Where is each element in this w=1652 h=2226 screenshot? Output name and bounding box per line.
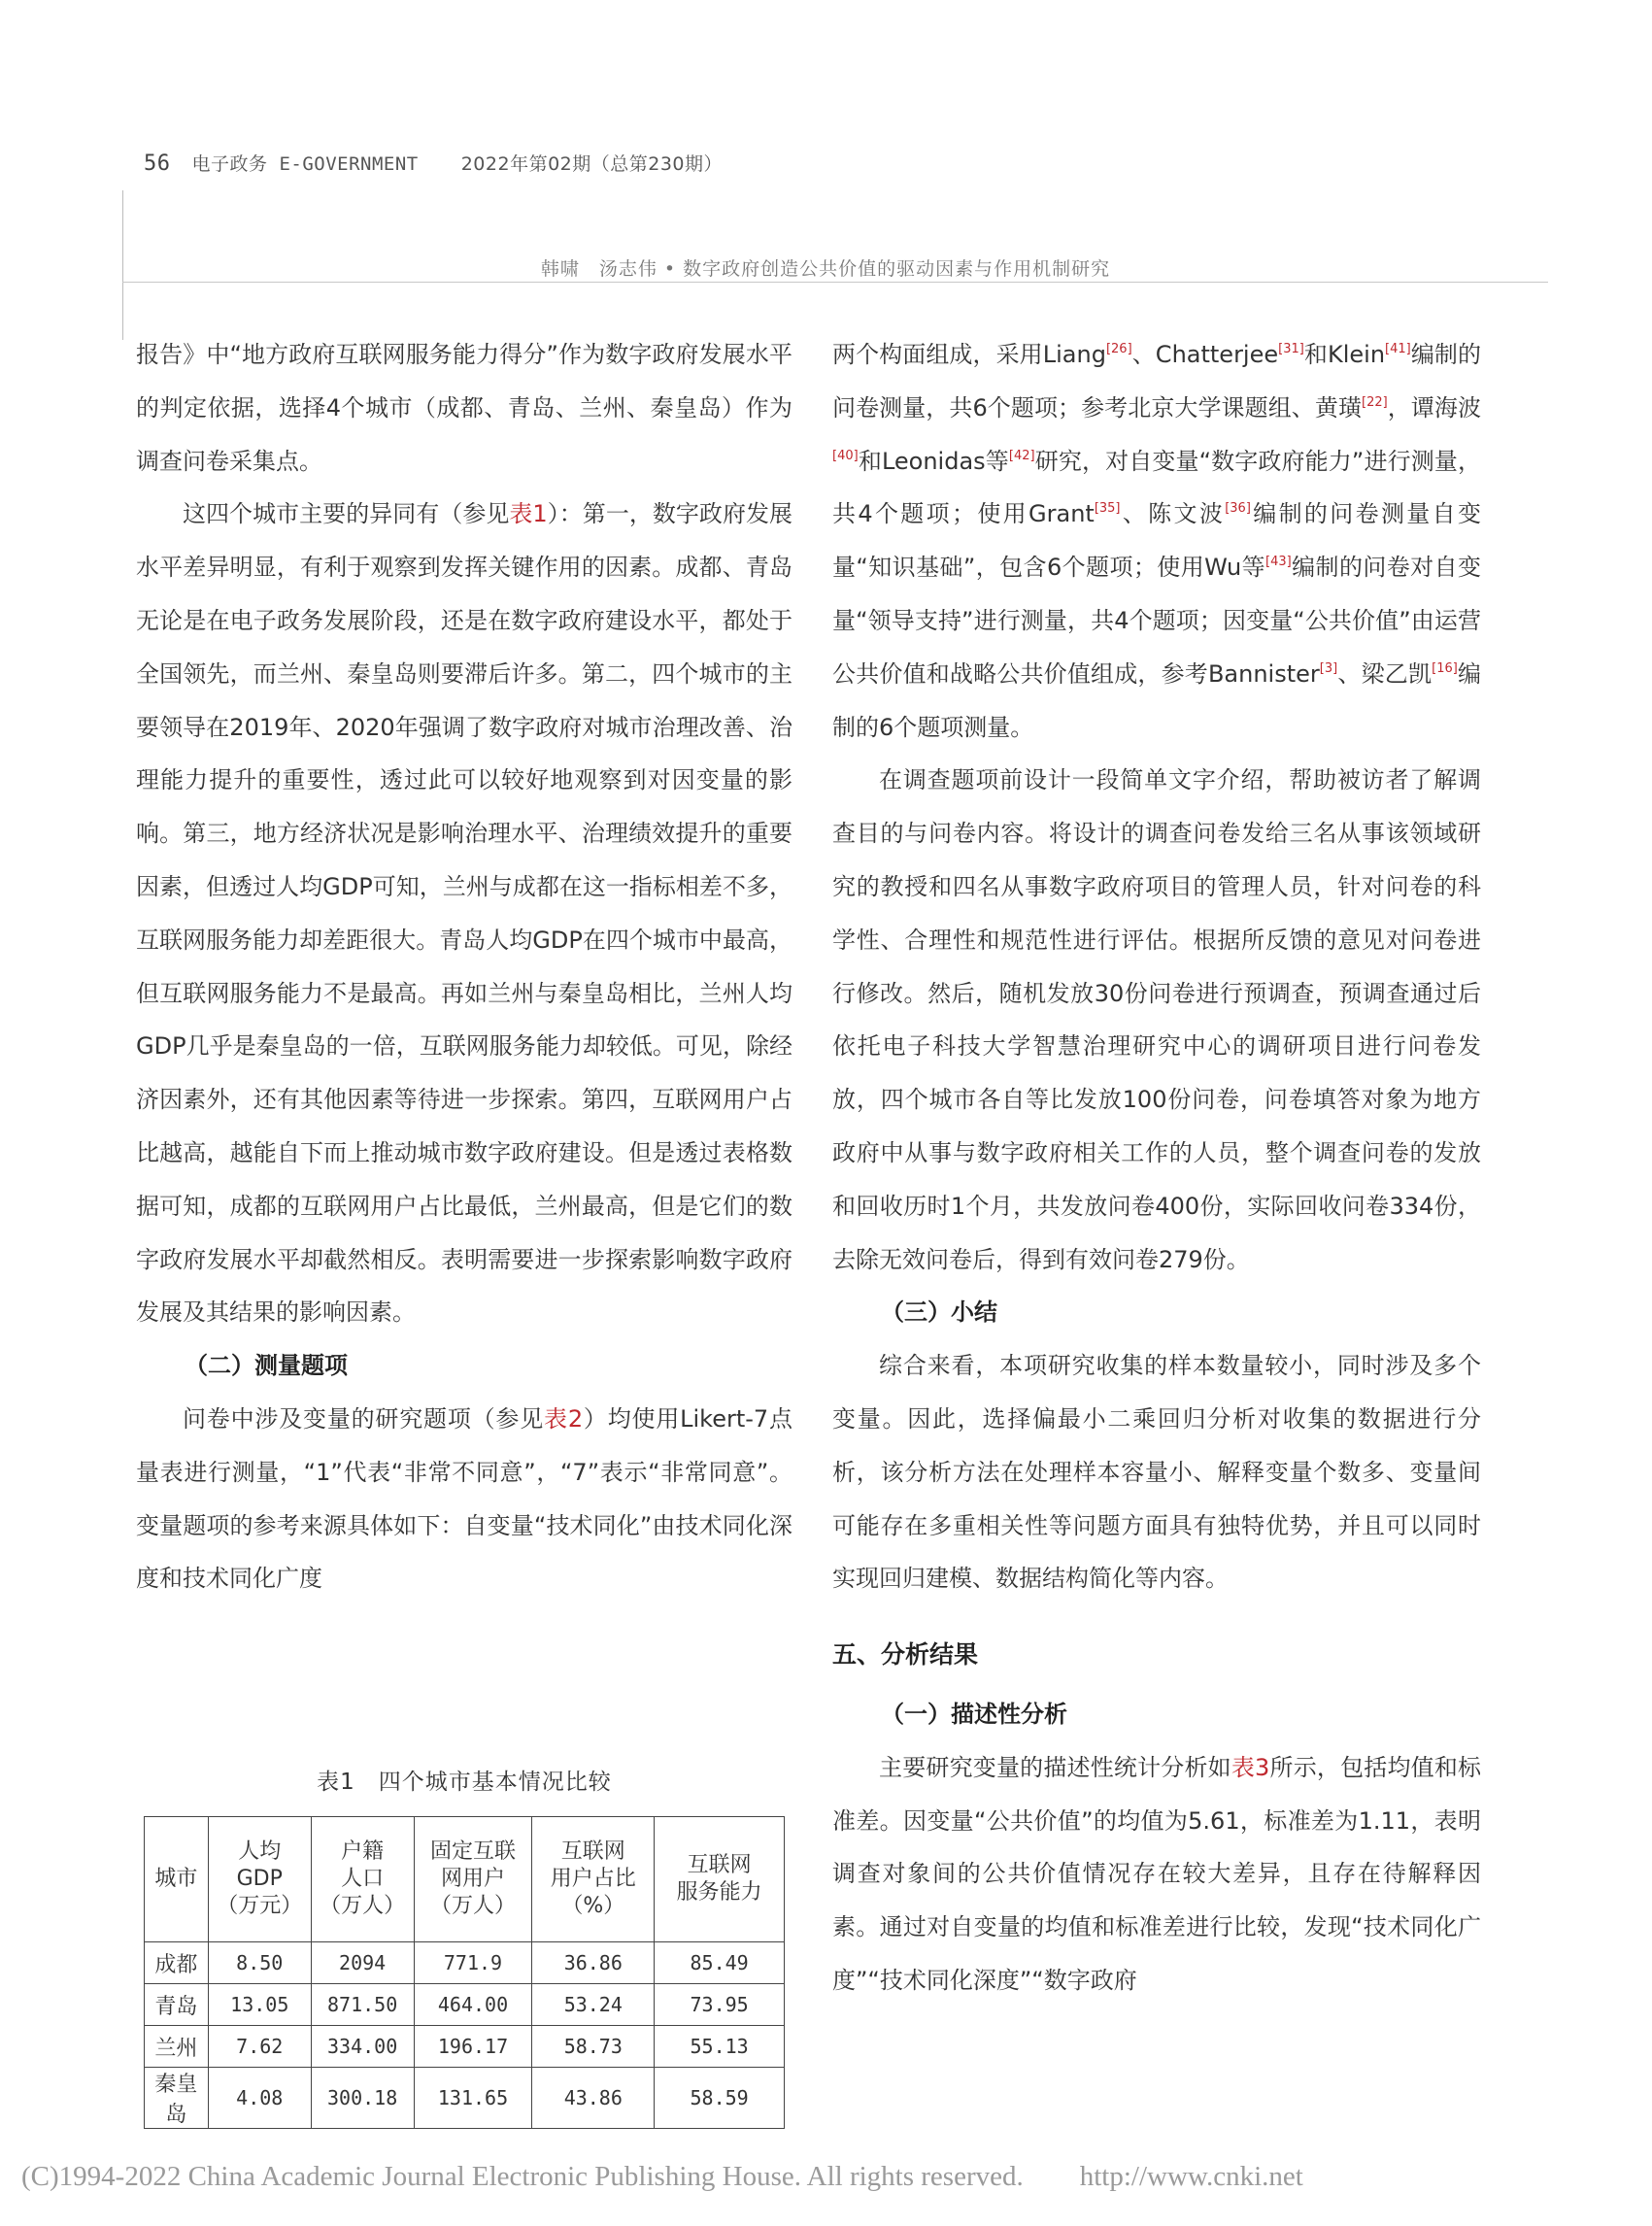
cell-value: 131.65 <box>414 2068 532 2129</box>
cell-value: 464.00 <box>414 1984 532 2026</box>
cell-value: 53.24 <box>532 1984 655 2026</box>
right-column <box>832 328 1481 2007</box>
citation-link[interactable]: [3] <box>1319 660 1338 676</box>
table-header-row <box>145 1817 785 1942</box>
cell-city: 成都 <box>145 1942 209 1984</box>
table-row <box>145 2026 785 2068</box>
header-service-capability: 互联网 服务能力 <box>655 1817 785 1942</box>
table-row <box>145 1984 785 2026</box>
header-horizontal-rule <box>122 282 1548 283</box>
citation-link[interactable]: [40] <box>832 448 859 463</box>
cell-value: 871.50 <box>311 1984 414 2026</box>
text: ）：第一，数字政府发展水平差异明显，有利于观察到发挥关键作用的因素。成都、青岛无论是在电子政务发展阶段，还是在数字政府建设水平，都处于全国领先，而兰州、秦皇岛则要滞后许多。第二，四个城市的主要领导在2019年、2020年强调了数字政府对城市治理改善、治理能力提升的重要性，透过此可以较好地观察到对因变量的影响。第三，地方经济状况是影响治理水平、治理绩效提升的重要因素，但透过人均GDP可知，兰州与成都在这一指标相差不多，互联网服务能力却差距很大。青岛人均GDP在四个城市中最高，但互联网服务能力不是最高。再如兰州与秦皇岛相比，兰州人均GDP几乎是秦皇岛的一倍，互联网服务能力却较低。可见，除经济因素外，还有其他因素等待进一步探索。第四，互联网用户占比越高，越能自下而上推动城市数字政府建设。但是透过表格数据可知，成都的互联网用户占比最低，兰州最高，但是它们的数字政府发展水平却截然相反。表明需要进一步探索影响数字政府发展及其结果的影响因素。 <box>136 500 793 1327</box>
cell-value: 2094 <box>311 1942 414 1984</box>
cell-city: 秦皇岛 <box>145 2068 209 2129</box>
header-fixed-users: 固定互联 网用户 （万人） <box>414 1817 532 1942</box>
paragraph-measurement <box>136 1393 792 1605</box>
section-heading-measurement: （二）测量题项 <box>185 1352 348 1380</box>
table-caption: 表1 四个城市基本情况比较 <box>317 1770 612 1795</box>
citation-link[interactable]: [42] <box>1008 448 1035 463</box>
journal-name: 电子政务 E-GOVERNMENT <box>191 153 419 175</box>
cell-value: 36.86 <box>532 1942 655 1984</box>
paragraph-survey-process: 在调查题项前设计一段简单文字介绍，帮助被访者了解调查目的与问卷内容。将设计的调查问卷发给三名从事该领域研究的教授和四名从事数字政府项目的管理人员，针对问卷的科学性、合理性和规范性进行评估。根据所反馈的意见对问卷进行修改。然后，随机发放30份问卷进行预调查，预调查通过后依托电子科技大学智慧治理研究中心的调研项目进行问卷发放，四个城市各自等比发放100份问卷，问卷填答对象为地方政府中从事与数字政府相关工作的人员，整个调查问卷的发放和回收历时1个月，共发放问卷400份，实际回收问卷334份，去除无效问卷后，得到有效问卷279份。 <box>832 766 1481 1273</box>
citation-link[interactable]: [43] <box>1265 555 1292 570</box>
cell-value: 73.95 <box>655 1984 785 2026</box>
cell-value: 58.59 <box>655 2068 785 2129</box>
cell-value: 8.50 <box>208 1942 311 1984</box>
copyright-footer: (C)1994-2022 China Academic Journal Electronic Publishing House. All rights reserved. http://www.cnki.net <box>21 2161 1303 2192</box>
paragraph-variable-sources: 两个构面组成，采用Liang[26]、Chatterjee[31]和Klein[41]编制的问卷测量，共6个题项；参考北京大学课题组、黄璜[22]，谭海波[40]和Leonidas等[42]研究，对自变量“数字政府能力”进行测量，共4个题项；使用Grant[35]、陈文波[36]编制的问卷测量自变量“知识基础”，包含6个题项；使用Wu等[43]编制的问卷对自变量“领导支持”进行测量，共4个题项；因变量“公共价值”由运营公共价值和战略公共价值组成，参考Bannister[3]、梁乙凯[16]编制的6个题项测量。 <box>832 341 1482 741</box>
section-heading-descriptive: （一）描述性分析 <box>881 1700 1067 1728</box>
table-row <box>145 1942 785 1984</box>
article-title: 韩啸 汤志伟 • 数字政府创造公共价值的驱动因素与作用机制研究 <box>540 258 1111 280</box>
citation-link[interactable]: [26] <box>1105 342 1132 356</box>
cell-value: 196.17 <box>414 2026 532 2068</box>
text: ）均使用Likert-7点量表进行测量，“1”代表“非常不同意”，“7”表示“非常同意”。变量题项的参考来源具体如下：自变量“技术同化”由技术同化深度和技术同化广度 <box>136 1404 792 1593</box>
cell-value: 43.86 <box>532 2068 655 2129</box>
citation-link[interactable]: [16] <box>1432 660 1458 676</box>
cell-city: 青岛 <box>145 1984 209 2026</box>
paragraph-city-selection: 报告》中“地方政府互联网服务能力得分”作为数字政府发展水平的判定依据，选择4个城市（成都、青岛、兰州、秦皇岛）作为调查问卷采集点。 <box>136 341 792 475</box>
table-reference-link[interactable]: 表3 <box>1231 1753 1270 1781</box>
paragraph-summary: 综合来看，本项研究收集的样本数量较小，同时涉及多个变量。因此，选择偏最小二乘回归分析对收集的数据进行分析，该分析方法在处理样本容量小、解释变量个数多、变量间可能存在多重相关性等问题方面具有独特优势，并且可以同时实现回归建模、数据结构简化等内容。 <box>832 1352 1481 1593</box>
cell-value: 85.49 <box>655 1942 785 1984</box>
cell-value: 13.05 <box>208 1984 311 2026</box>
header-gdp: 人均 GDP （万元） <box>208 1817 311 1942</box>
cell-value: 58.73 <box>532 2026 655 2068</box>
paragraph-descriptive: 主要研究变量的描述性统计分析如表3所示，包括均值和标准差。因变量“公共价值”的均值为5.61，标准差为1.11，表明调查对象间的公共价值情况存在较大差异，且存在待解释因素。通过对自变量的均值和标准差进行比较，发现“技术同化广度”“技术同化深度”“数字政府 <box>832 1753 1482 1994</box>
table-row <box>145 2068 785 2129</box>
cell-value: 300.18 <box>311 2068 414 2129</box>
left-column <box>136 328 792 1605</box>
header-user-ratio: 互联网 用户占比 （%） <box>532 1817 655 1942</box>
cell-value: 4.08 <box>208 2068 311 2129</box>
section-heading-results: 五、分析结果 <box>832 1640 979 1670</box>
header-city: 城市 <box>145 1817 209 1942</box>
header-population: 户籍 人口 （万人） <box>311 1817 414 1942</box>
city-comparison-table <box>144 1816 785 2129</box>
cell-value: 771.9 <box>414 1942 532 1984</box>
paragraph-city-comparison <box>136 488 792 1339</box>
citation-link[interactable]: [35] <box>1094 501 1121 517</box>
table-reference-link[interactable]: 表2 <box>544 1404 584 1433</box>
cell-value: 334.00 <box>311 2026 414 2068</box>
running-head <box>144 150 723 176</box>
citation-link[interactable]: [22] <box>1362 394 1388 410</box>
cell-value: 7.62 <box>208 2026 311 2068</box>
section-heading-summary: （三）小结 <box>881 1298 997 1327</box>
header-vertical-rule <box>122 190 123 340</box>
text: 这四个城市主要的异同有（参见 <box>183 500 510 528</box>
page-number: 56 <box>144 152 171 176</box>
citation-link[interactable]: [31] <box>1278 342 1304 356</box>
cell-city: 兰州 <box>145 2026 209 2068</box>
cell-value: 55.13 <box>655 2026 785 2068</box>
text: 问卷中涉及变量的研究题项（参见 <box>183 1404 545 1433</box>
issue-info: 2022年第02期（总第230期） <box>460 153 724 175</box>
citation-link[interactable]: [36] <box>1225 501 1251 517</box>
citation-link[interactable]: [41] <box>1385 342 1411 356</box>
table-reference-link[interactable]: 表1 <box>509 500 548 528</box>
